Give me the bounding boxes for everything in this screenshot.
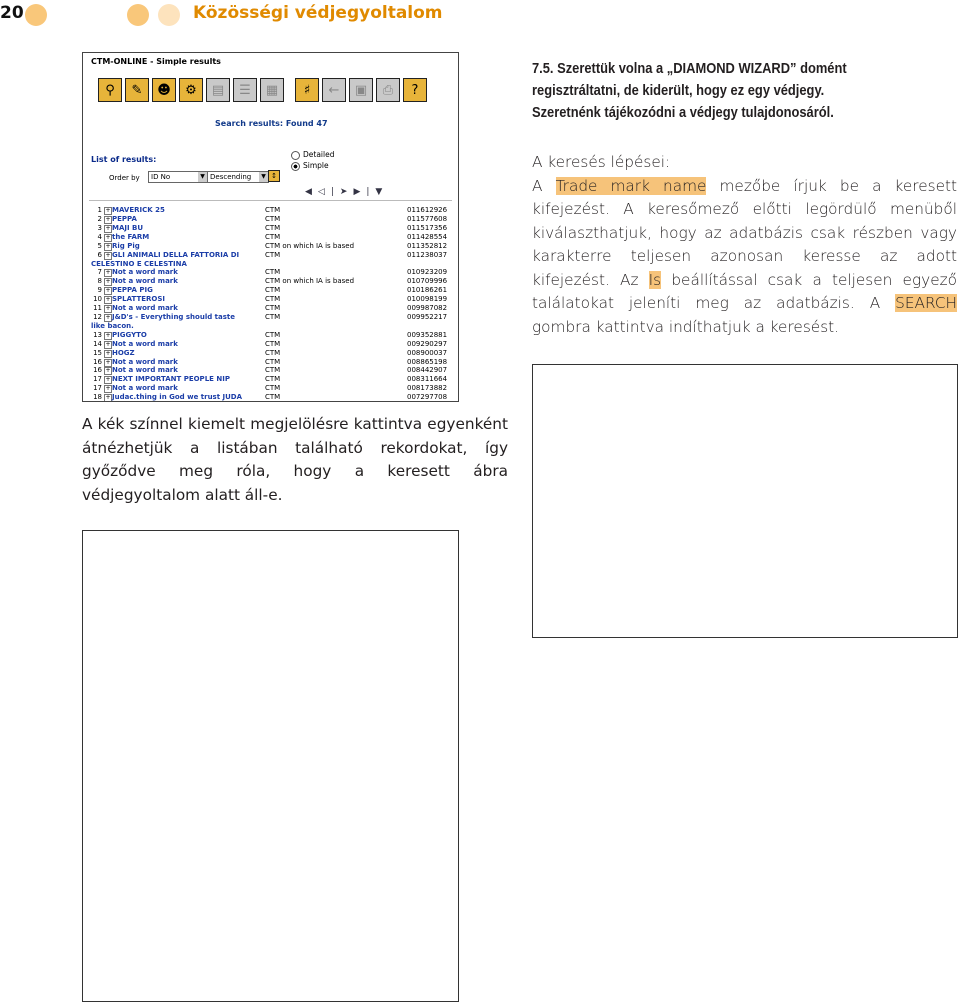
left-paragraph: A kék színnel kiemelt megjelölésre kattintva egyenként átnézhetjük a listában található rekordokat, így győződve meg róla, hogy a keresett ábra védjegyoltalom alatt áll-e.: [82, 415, 508, 504]
result-type: CTM: [265, 214, 281, 223]
result-number: 16: [93, 366, 102, 375]
list-icon[interactable]: ☰: [233, 78, 257, 102]
result-name-link[interactable]: Not a word mark: [112, 268, 178, 277]
result-name-link[interactable]: SPLATTEROSI: [112, 295, 165, 304]
chevron-down-icon: ▼: [259, 172, 268, 182]
result-id: 011352812: [407, 241, 448, 250]
separator-icon: |: [366, 187, 376, 197]
result-id: 011517356: [407, 223, 448, 232]
order-by-value: ID No: [151, 173, 171, 181]
result-number: 10: [93, 295, 102, 304]
list-of-results-label: List of results:: [91, 155, 157, 164]
result-type: CTM: [265, 384, 281, 393]
result-id: 010923209: [407, 268, 448, 277]
image-placeholder-left: [82, 530, 459, 1002]
result-id: 010098199: [407, 295, 448, 304]
result-id: 008865198: [407, 357, 448, 366]
page-header: [0, 0, 960, 30]
result-name-link[interactable]: J&D's - Everything should taste: [112, 312, 235, 321]
radio-detailed[interactable]: [291, 150, 334, 160]
expand-icon[interactable]: +: [105, 367, 111, 375]
expand-icon[interactable]: +: [105, 224, 111, 232]
expand-icon[interactable]: +: [105, 242, 111, 250]
expand-icon[interactable]: +: [105, 269, 111, 277]
save-icon[interactable]: ▣: [349, 78, 373, 102]
result-number: 5: [97, 241, 102, 250]
result-type: CTM: [265, 250, 281, 259]
result-name-link[interactable]: MAJI BU: [112, 223, 144, 232]
result-name-link[interactable]: MAVERICK 25: [112, 206, 165, 214]
advanced-search-icon[interactable]: ✎: [125, 78, 149, 102]
result-name-link[interactable]: NEXT IMPORTANT PEOPLE NIP: [112, 375, 230, 384]
search-results-count: Search results: Found 47: [215, 119, 328, 128]
radio-simple[interactable]: [291, 161, 329, 171]
expand-icon[interactable]: +: [105, 313, 111, 321]
result-id: 011612926: [407, 206, 448, 214]
result-type: CTM: [265, 312, 281, 321]
expand-icon[interactable]: +: [105, 376, 111, 384]
page-number: 20: [0, 3, 24, 23]
result-type: CTM: [265, 339, 281, 348]
result-number: 13: [93, 330, 102, 339]
result-id: 008442907: [407, 366, 448, 375]
result-number: 4: [97, 232, 102, 241]
result-name-link[interactable]: Rig Pig: [112, 241, 140, 250]
download-icon[interactable]: ▼: [375, 187, 389, 197]
result-id: 010186261: [407, 286, 448, 295]
section-heading: 7.5. Szerettük volna a „DIAMOND WIZARD” domént regisztráltatni, de kiderült, hogy ez egy védjegy. Szeretnénk tájékozódni a védjegy tulajdonosáról.: [532, 60, 847, 121]
result-type: CTM: [265, 223, 281, 232]
text-segment: gombra kattintva indíthatjuk a keresést.: [532, 317, 840, 336]
expand-icon[interactable]: +: [105, 340, 111, 348]
help-icon[interactable]: ?: [403, 78, 427, 102]
expand-icon[interactable]: +: [105, 385, 111, 393]
result-id: 008173882: [407, 384, 448, 393]
result-type: CTM on which IA is based: [265, 277, 355, 286]
print-list-icon[interactable]: ▦: [260, 78, 284, 102]
result-number: 9: [97, 286, 102, 295]
result-type: CTM: [265, 268, 281, 277]
result-id: 009987082: [407, 304, 448, 312]
expand-icon[interactable]: +: [105, 394, 111, 402]
result-name-link[interactable]: like bacon.: [91, 321, 134, 330]
user-icon[interactable]: ☻: [152, 78, 176, 102]
first-page-icon[interactable]: ◀: [305, 187, 318, 197]
result-name-link[interactable]: Not a word mark: [112, 339, 178, 348]
steps-label: A keresés lépései:: [532, 153, 671, 171]
result-id: 009952217: [407, 312, 448, 321]
expand-icon[interactable]: +: [105, 278, 111, 286]
result-type: CTM: [265, 348, 281, 357]
result-name-link[interactable]: Not a word mark: [112, 357, 178, 366]
back-icon[interactable]: ←: [322, 78, 346, 102]
result-type: CTM: [265, 375, 281, 384]
expand-icon[interactable]: +: [105, 287, 111, 295]
separator-icon: |: [330, 187, 340, 197]
result-number: 14: [93, 339, 102, 348]
result-id: 011428554: [407, 232, 448, 241]
result-number: 11: [93, 304, 102, 312]
result-type: CTM: [265, 366, 281, 375]
result-number: 3: [97, 223, 102, 232]
direction-value: Descending: [210, 173, 252, 181]
header-dot: [158, 4, 180, 26]
print-icon[interactable]: ⎙: [376, 78, 400, 102]
toolbar: [98, 78, 430, 104]
expand-icon[interactable]: +: [105, 215, 111, 223]
result-id: 009290297: [407, 339, 448, 348]
result-type: CTM: [265, 304, 281, 312]
result-name-link[interactable]: PEPPA PIG: [112, 286, 153, 295]
result-name-link[interactable]: HOGZ: [112, 348, 135, 357]
result-name-link[interactable]: PIGGYTO: [112, 330, 147, 339]
result-type: CTM: [265, 232, 281, 241]
order-by-label: Order by: [109, 174, 140, 182]
result-number: 8: [97, 277, 102, 286]
chevron-down-icon: ▼: [198, 172, 207, 182]
header-dot: [127, 4, 149, 26]
expand-icon[interactable]: +: [105, 331, 111, 339]
result-type: CTM: [265, 206, 281, 214]
result-name-link[interactable]: GLI ANIMALI DELLA FATTORIA DI: [112, 250, 240, 259]
result-id: 009352881: [407, 330, 448, 339]
steps-paragraph: [532, 151, 957, 339]
result-number: 1: [97, 206, 102, 214]
expand-icon[interactable]: +: [105, 207, 111, 214]
last-page-icon[interactable]: ▶: [353, 187, 367, 197]
sort-apply-icon[interactable]: ↕: [268, 170, 280, 182]
text-segment: beállítással csak a teljesen egyező találatokat jeleníti meg az adatbázis. A: [532, 270, 957, 312]
result-name-link[interactable]: CELESTINO E CELESTINA: [91, 259, 187, 268]
text-segment: A: [532, 176, 556, 195]
highlight-is: Is: [648, 270, 662, 289]
result-number: 17: [93, 375, 102, 384]
image-placeholder-right: [532, 364, 958, 638]
result-type: CTM: [265, 393, 281, 402]
tools-icon[interactable]: ⚙: [179, 78, 203, 102]
divider: [89, 200, 452, 201]
text-segment: mezőbe írjuk be a keresett kifejezést. A keresőmező előtti legördülő menüből kiválaszthatjuk, hogy az adatbázis csak részben vagy karakterre teljesen azonosan keresse az adott kifejezést. Az: [532, 176, 958, 289]
document-icon[interactable]: ▤: [206, 78, 230, 102]
expand-icon[interactable]: +: [105, 305, 111, 312]
result-name-link[interactable]: Judac.thing in God we trust JUDA: [112, 393, 243, 402]
search-icon[interactable]: ⚲: [98, 78, 122, 102]
radio-circle: [291, 162, 300, 171]
chapter-title: Közösségi védjegyoltalom: [193, 3, 443, 23]
result-type: CTM: [265, 295, 281, 304]
expand-icon[interactable]: +: [105, 358, 111, 366]
result-type: CTM on which IA is based: [265, 241, 355, 250]
result-id: 007297708: [407, 393, 448, 402]
result-number: 15: [93, 348, 102, 357]
result-type: CTM: [265, 330, 281, 339]
pagination-nav: [305, 187, 388, 197]
header-dot: [25, 4, 47, 26]
result-name-link[interactable]: Not a word mark: [112, 304, 178, 312]
result-name-link[interactable]: Not a word mark: [112, 366, 178, 375]
highlight-search: SEARCH: [895, 294, 957, 312]
ctm-results-screenshot: [82, 52, 459, 402]
radio-label: Simple: [303, 161, 329, 170]
radio-circle: [291, 151, 300, 160]
expand-icon[interactable]: +: [105, 349, 111, 357]
result-number: 16: [93, 357, 102, 366]
expand-icon[interactable]: +: [105, 251, 111, 259]
result-name-link[interactable]: Not a word mark: [112, 277, 178, 286]
result-id: 011577608: [407, 214, 448, 223]
result-number: 2: [97, 214, 102, 223]
result-id: 010709996: [407, 277, 448, 286]
result-name-link[interactable]: PEPPA: [112, 214, 137, 223]
expand-icon[interactable]: +: [105, 233, 111, 241]
next-page-icon[interactable]: ➤: [339, 187, 354, 197]
window-title: CTM-ONLINE - Simple results: [91, 57, 221, 66]
result-number: 6: [97, 250, 102, 259]
radio-label: Detailed: [303, 150, 335, 159]
result-id: 008311664: [407, 375, 448, 384]
result-id: 011238037: [407, 250, 448, 259]
result-id: 008900037: [407, 348, 448, 357]
result-number: 18: [93, 393, 102, 402]
result-name-link[interactable]: Not a word mark: [112, 384, 178, 393]
direction-select[interactable]: [207, 171, 269, 183]
expand-icon[interactable]: +: [105, 296, 111, 304]
order-by-select[interactable]: [148, 171, 208, 183]
result-type: CTM: [265, 357, 281, 366]
result-type: CTM: [265, 286, 281, 295]
result-name-link[interactable]: the FARM: [112, 232, 150, 241]
prev-page-icon[interactable]: ◁: [317, 187, 331, 197]
highlight-trade-mark-name: Trade mark name: [555, 176, 707, 195]
result-number: 7: [97, 268, 102, 277]
result-number: 17: [93, 384, 102, 393]
key-icon[interactable]: ♯: [295, 78, 319, 102]
result-number: 12: [93, 312, 102, 321]
